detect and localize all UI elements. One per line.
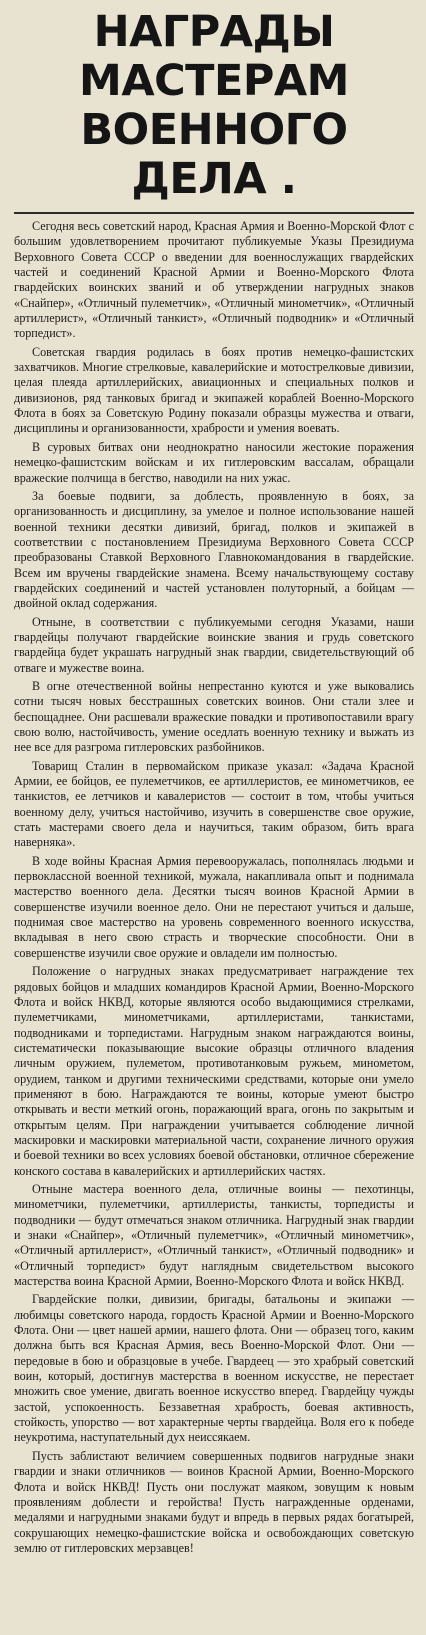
paragraph-9: Положение о нагрудных знаках предусматривает награждение тех рядовых бойцов и младших командиров Красной Армии, Военно-Морского Флота и войск НКВД, которые являются особо выдающимися стрелками, пулеметчиками, минометчиками, артиллеристами, танкистами, подводниками и торпедистами. Нагрудным знаком награждаются воины, систематически показывающие высокие образцы отличного владения личным оружием, пулеметом, противотанковым ружьем, минометом, орудием, танком и другими техническими средствами, которые они умело применяют в бою. Награждаются те воины, которые умеют быстро открывать и вести меткий огонь, поражающий врага, огонь по закрытым и открытым целям. При награждении учитывается соблюдение личной маскировки и маскировки материальной части, сохранение личного оружия и боевой техники во всех условиях боевой обстановки, отличное сбережение конского состава в кавалерийских и артиллерийских частях. <box>14 964 414 1178</box>
paragraph-4: За боевые подвиги, за доблесть, проявленную в боях, за организованность и дисциплину, за умелое и полное использование нашей военной техники десятки дивизий, бригад, полков и экипажей в соответствии с постановлением Президиума Верховного Совета СССР преобразованы Ставкой Верховного Главнокомандования в гвардейские. Всем им вручены гвардейские знамена. Всему начальствующему составу гвардейских соединений и частей установлен полуторный, а бойцам — двойной оклад содержания. <box>14 488 414 611</box>
paragraph-7: Товарищ Сталин в первомайском приказе указал: «Задача Красной Армии, ее бойцов, ее пулеметчиков, ее артиллеристов, ее минометчиков, ее танкистов, ее летчиков и кавалеристов — состоит в том, чтобы учиться военному делу, учиться настойчиво, изучить в совершенстве свое оружие, стать мастерами своего дела и научиться, таким образом, бить врага наверняка». <box>14 758 414 850</box>
paragraph-10: Отныне мастера военного дела, отличные воины — пехотинцы, минометчики, пулеметчики, артиллеристы, танкисты, торпедисты и подводники — будут отмечаться знаком отличника. Нагрудный знак гвардии и знаки «Снайпер», «Отличный пулеметчик», «Отличный минометчик», «Отличный артиллерист», «Отличный танкист», «Отличный подводник» и «Отличный торпедист» будут наглядным свидетельством высокого мастерства воина Красной Армии, Военно-Морского Флота и войск НКВД. <box>14 1181 414 1289</box>
paragraph-1: Сегодня весь советский народ, Красная Армия и Военно-Морской Флот с большим удовлетворением прочитают публикуемые Указы Президиума Верховного Совета СССР о введении для военнослужащих гвардейских частей и соединений Красной Армии и Военно-Морского Флота гвардейских воинских званий и об утверждении нагрудных знаков «Снайпер», «Отличный пулеметчик», «Отличный минометчик», «Отличный артиллерист», «Отличный танкист», «Отличный подводник» и «Отличный торпедист». <box>14 219 414 341</box>
headline-line-1: НАГРАДЫ МАСТЕРАМ <box>79 7 349 106</box>
paragraph-8: В ходе войны Красная Армия перевооружалась, пополнялась людьми и первоклассной военной техникой, мужала, накапливала опыт и поднимала мастерство военного дела. Десятки тысяч воинов Красной Армии в совершенстве изучили военное дело. Они не перестают учиться и дальше, поднимая свое мастерство на уровень современного военного искусства, вкладывая в него свою страсть и творческие способности. Они в совершенстве изучили свое оружие и овладели им полностью. <box>14 853 414 960</box>
headline-line-2: ВОЕННОГО ДЕЛА . <box>80 105 348 204</box>
article-body <box>14 219 414 1556</box>
paragraph-12: Пусть заблистают величием совершенных подвигов нагрудные знаки гвардии и знаки отличников — воинов Красной Армии, Военно-Морского Флота и войск НКВД! Пусть они послужат маяком, зовущим к новым проявлениям доблести и геройства! Пусть награжденные орденами, медалями и нагрудными знаками будут и впредь в первых рядах богатырей, сокрушающих немецко-фашистские войска и освобождающих советскую землю от гитлеровских мерзавцев! <box>14 1448 414 1555</box>
paragraph-6: В огне отечественной войны непрестанно куются и уже выковались сотни тысяч новых бесстрашных советских воинов. Они стали злее и беспощаднее. Они расшевали вражеские повадки и противопоставили врагу свою волю, настойчивость, умение оседлать военную технику и выжать из нее все для разгрома гитлеровских разбойников. <box>14 678 414 755</box>
headline <box>14 8 414 204</box>
paragraph-3: В суровых битвах они неоднократно наносили жестокие поражения немецко-фашистским войскам и их гитлеровским вассалам, обращали вражеские полчища в бегство, наводили на них ужас. <box>14 439 414 485</box>
paragraph-11: Гвардейские полки, дивизии, бригады, батальоны и экипажи — любимцы советского народа, гордость Красной Армии и Военно-Морского Флота. Они — цвет нашей армии, нашего флота. Они — образец того, каким должна быть вся Красная Армия, весь Военно-Морской Флот. Они — передовые в бою и образцовые в учебе. Гвардеец — это храбрый советский воин, который, достигнув мастерства в военном искусстве, не перестает множить свое умение, двигать военное искусство вперед. Гвардейцу чужды застой, успокоенность. Беззаветная храбрость, боевая активность, стойкость, упорство — вот характерные черты гвардейца. Воля его к победе неукротима, наступательный дух неиссякаем. <box>14 1292 414 1445</box>
paragraph-5: Отныне, в соответствии с публикуемыми сегодня Указами, наши гвардейцы получают гвардейские воинские звания и грудь советского гвардейца будет украшать нагрудный знак гвардии, свидетельствующий об отваге и мужестве воина. <box>14 614 414 675</box>
paragraph-2: Советская гвардия родилась в боях против немецко-фашистских захватчиков. Многие стрелковые, кавалерийские и мотострелковые дивизии, целая плеяда артиллерийских, авиационных и специальных полков и дивизионов, ряд танковых бригад и экипажей кораблей Военно-Морского Флота в боях за Советскую Родину показали образцы мужества и отваги, дисциплины и организованности, храбрости и умения воевать. <box>14 344 414 436</box>
headline-rule <box>14 212 414 214</box>
